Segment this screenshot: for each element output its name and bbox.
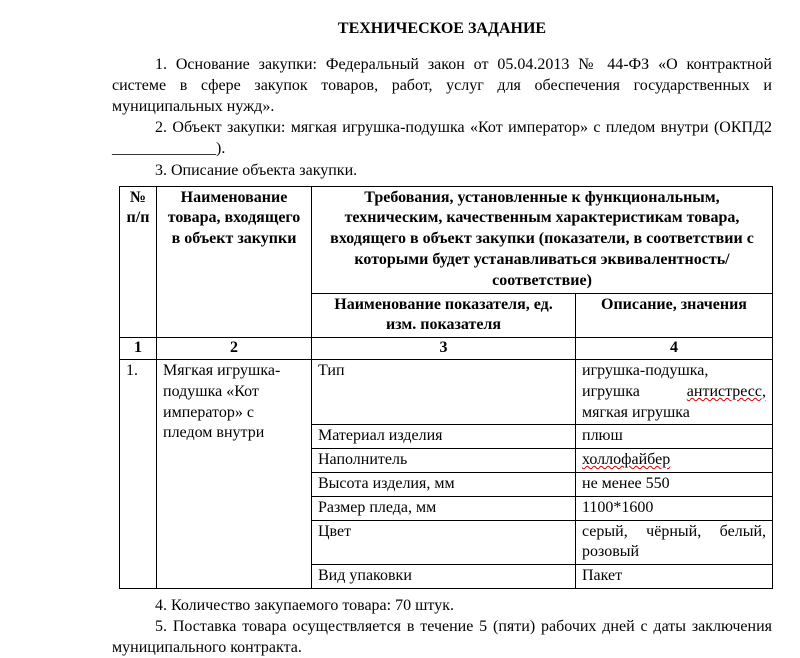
header-cell-item-name: Наименование товара, входящего в объект закупки [157, 186, 312, 338]
indicator-blanket-size: Размер пледа, мм [312, 496, 576, 520]
indicator-filler: Наполнитель [312, 449, 576, 473]
value-type-misspelled-word: антистресс, [686, 382, 766, 400]
value-type-pre: игрушка-подушка, игрушка [582, 362, 709, 400]
value-filler-misspelled-word: холлофайбер [582, 451, 671, 469]
table-header-row-1 [120, 186, 773, 293]
paragraph-description-heading: 3. Описание объекта закупки. [155, 161, 358, 179]
item-number-cell: 1. [120, 360, 157, 589]
paragraph-delivery: 5. Поставка товара осуществляется в течение 5 (пяти) рабочих дней с даты заключения муниципального контракта. [112, 618, 772, 657]
table-row-type [120, 360, 773, 425]
indicator-height: Высота изделия, мм [312, 473, 576, 497]
header-cell-item-number: № п/п [120, 186, 157, 338]
indicator-type: Тип [312, 360, 576, 425]
indicator-color: Цвет [312, 520, 576, 565]
value-material: плюш [576, 425, 773, 449]
header-cell-requirements: Требования, установленные к функциональным, техническим, качественным характеристикам товара, входящего в объект закупки (показатели, в соответствии с которыми будет устанавливаться эквивалентность/соответствие) [312, 186, 773, 293]
column-number-3: 3 [312, 338, 576, 360]
paragraph-quantity: 4. Количество закупаемого товара: 70 штук. [155, 597, 454, 614]
value-blanket-size: 1100*1600 [576, 496, 773, 520]
value-packaging: Пакет [576, 565, 773, 589]
paragraph-purchase-basis: 1. Основание закупки: Федеральный закон от 05.04.2013 № 44-ФЗ «О контрактной системе в сфере закупок товаров, работ, услуг для обеспечения государственных и муниципальных нужд». [112, 56, 772, 116]
column-number-2: 2 [157, 338, 312, 360]
value-type [576, 360, 773, 425]
value-filler [576, 449, 773, 473]
value-type-post: мягкая игрушка [582, 403, 690, 421]
page-title: ТЕХНИЧЕСКОЕ ЗАДАНИЕ [337, 20, 547, 37]
paragraph-purchase-object: 2. Объект закупки: мягкая игрушка-подушка «Кот император» с пледом внутри (ОКПД2 _____________). [112, 119, 772, 158]
value-color: серый, чёрный, белый, розовый [576, 520, 773, 565]
indicator-packaging: Вид упаковки [312, 565, 576, 589]
value-height: не менее 550 [576, 473, 773, 497]
column-number-4: 4 [576, 338, 773, 360]
header-cell-indicator-name: Наименование показателя, ед. изм. показателя [312, 293, 576, 338]
column-numbering-row [120, 338, 773, 360]
header-cell-value: Описание, значения [576, 293, 773, 338]
indicator-material: Материал изделия [312, 425, 576, 449]
column-number-1: 1 [120, 338, 157, 360]
item-name-cell: Мягкая игрушка-подушка «Кот император» с пледом внутри [157, 360, 312, 589]
spec-table [119, 186, 773, 589]
